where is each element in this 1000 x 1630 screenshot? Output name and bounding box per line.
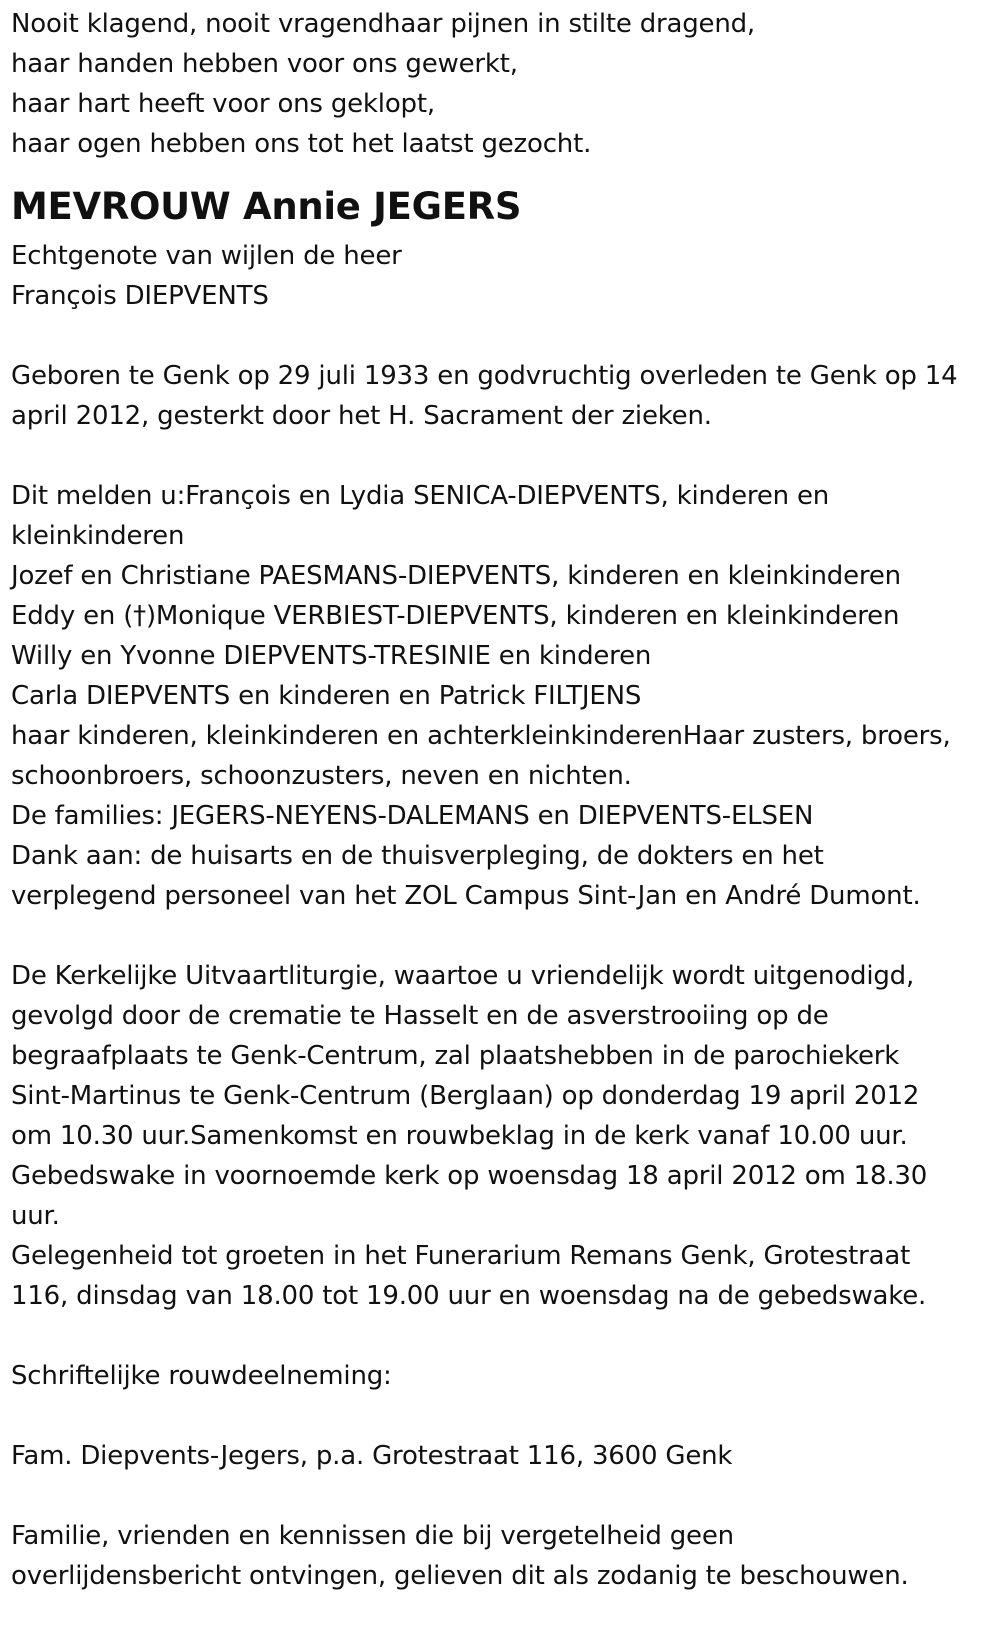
family-section (11, 476, 991, 916)
poem-section (11, 0, 991, 164)
spacer (11, 1476, 991, 1516)
condolence-address: Fam. Diepvents-Jegers, p.a. Grotestraat 116, 3600 Genk (11, 1441, 733, 1471)
family-line: De families: JEGERS-NEYENS-DALEMANS en DIEPVENTS-ELSEN (11, 801, 814, 831)
family-line: kleinkinderen (11, 521, 185, 551)
ceremony-line: De Kerkelijke Uitvaartliturgie, waartoe u vriendelijk wordt uitgenodigd, (11, 961, 915, 991)
family-line: haar kinderen, kleinkinderen en achterkleinkinderenHaar zusters, broers, (11, 721, 951, 751)
poem-line: haar handen hebben voor ons gewerkt, (11, 49, 518, 79)
spacer (11, 316, 991, 356)
ceremony-line: om 10.30 uur.Samenkomst en rouwbeklag in de kerk vanaf 10.00 uur. (11, 1121, 908, 1151)
spouse-line: François DIEPVENTS (11, 281, 269, 311)
closing-line: overlijdensbericht ontvingen, gelieven dit als zodanig te beschouwen. (11, 1561, 909, 1591)
ceremony-line: Sint-Martinus te Genk-Centrum (Berglaan) op donderdag 19 april 2012 (11, 1081, 920, 1111)
condolence-label: Schriftelijke rouwdeelneming: (11, 1361, 392, 1391)
family-line: schoonbroers, schoonzusters, neven en nichten. (11, 761, 632, 791)
ceremony-line: Gebedswake in voornoemde kerk op woensdag 18 april 2012 om 18.30 (11, 1161, 928, 1191)
family-line: verplegend personeel van het ZOL Campus Sint-Jan en André Dumont. (11, 881, 921, 911)
deceased-name-title: MEVROUW Annie JEGERS (11, 185, 522, 228)
poem-line: haar hart heeft voor ons geklopt, (11, 89, 435, 119)
birth-death-line: april 2012, gesterkt door het H. Sacrament der zieken. (11, 401, 712, 431)
obituary-document (11, 0, 991, 1596)
closing-section (11, 1516, 991, 1596)
spouse-section (11, 236, 991, 316)
ceremony-section (11, 956, 991, 1316)
ceremony-line: 116, dinsdag van 18.00 tot 19.00 uur en woensdag na de gebedswake. (11, 1281, 927, 1311)
family-line: Jozef en Christiane PAESMANS-DIEPVENTS, kinderen en kleinkinderen (11, 561, 901, 591)
ceremony-line: begraafplaats te Genk-Centrum, zal plaatshebben in de parochiekerk (11, 1041, 900, 1071)
ceremony-line: gevolgd door de crematie te Hasselt en de asverstrooiing op de (11, 1001, 829, 1031)
spacer (11, 916, 991, 956)
family-line: Dit melden u:François en Lydia SENICA-DIEPVENTS, kinderen en (11, 481, 830, 511)
ceremony-line: Gelegenheid tot groeten in het Funerarium Remans Genk, Grotestraat (11, 1241, 911, 1271)
closing-line: Familie, vrienden en kennissen die bij vergetelheid geen (11, 1521, 734, 1551)
poem-line: haar ogen hebben ons tot het laatst gezocht. (11, 129, 592, 159)
poem-line: Nooit klagend, nooit vragendhaar pijnen in stilte dragend, (11, 9, 755, 39)
family-line: Carla DIEPVENTS en kinderen en Patrick FILTJENS (11, 681, 642, 711)
ceremony-line: uur. (11, 1201, 60, 1231)
spacer (11, 1396, 991, 1436)
birth-death-section (11, 356, 991, 436)
spouse-line: Echtgenote van wijlen de heer (11, 241, 402, 271)
spacer (11, 1316, 991, 1356)
family-line: Willy en Yvonne DIEPVENTS-TRESINIE en kinderen (11, 641, 652, 671)
birth-death-line: Geboren te Genk op 29 juli 1933 en godvruchtig overleden te Genk op 14 (11, 361, 958, 391)
family-line: Dank aan: de huisarts en de thuisverpleging, de dokters en het (11, 841, 824, 871)
spacer (11, 436, 991, 476)
family-line: Eddy en (†)Monique VERBIEST-DIEPVENTS, kinderen en kleinkinderen (11, 601, 900, 631)
